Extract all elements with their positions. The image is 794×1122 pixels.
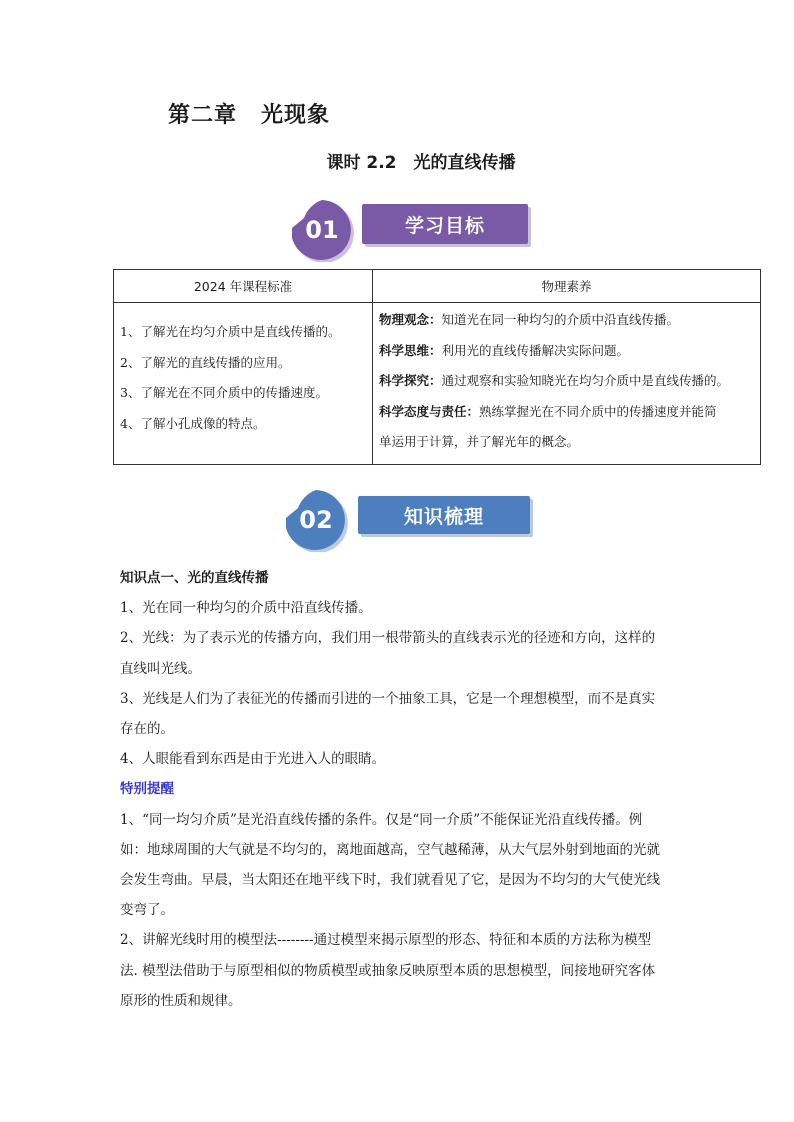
literacy-continuation: 单运用于计算，并了解光年的概念。	[379, 434, 580, 449]
section-number: 01	[305, 216, 339, 244]
standard-item: 1、了解光在均匀介质中是直线传播的。	[120, 324, 341, 339]
lesson-title: 课时 2.2 光的直线传播	[326, 153, 516, 173]
literacy-text: 利用光的直线传播解决实际问题。	[441, 342, 630, 358]
knowledge-heading: 知识点一、光的直线传播	[120, 570, 269, 586]
standards-cell	[114, 303, 373, 465]
section-title: 知识梳理	[358, 496, 530, 534]
tip-line: 如：地球周围的大气就是不均匀的，离地面越高，空气越稀薄，从大气层外射到地面的光就	[120, 841, 660, 858]
tip-line: 变弯了。	[120, 902, 174, 919]
knowledge-content	[120, 563, 680, 1016]
tip-heading: 特别提醒	[120, 781, 174, 798]
knowledge-line: 2、光线：为了表示光的传播方向，我们用一根带箭头的直线表示光的径迹和方向，这样的	[120, 630, 656, 647]
literacy-item	[379, 336, 756, 367]
literacy-label: 科学思维：	[379, 342, 442, 358]
tip-line: 2、讲解光线时用的模型法--------通过模型来揭示原型的形态、特征和本质的方法称为模型	[120, 932, 652, 949]
literacy-text: 熟练掌握光在不同介质中的传播速度并能简	[479, 403, 717, 419]
tip-line: 会发生弯曲。早晨，当太阳还在地平线下时，我们就看见了它，是因为不均匀的大气使光线	[120, 872, 660, 889]
literacy-label: 物理观念：	[379, 312, 442, 327]
table-header-row	[114, 270, 761, 303]
literacy-item	[379, 305, 756, 336]
chapter-title	[168, 98, 330, 129]
standard-item: 2、了解光的直线传播的应用。	[120, 354, 291, 370]
tip-line: 1、“同一均匀介质”是光沿直线传播的条件。仅是“同一介质”不能保证光沿直线传播。例	[120, 811, 643, 828]
literacy-text: 通过观察和实验知晓光在均匀介质中是直线传播的。	[441, 373, 730, 388]
literacy-item	[379, 366, 756, 397]
knowledge-line: 存在的。	[120, 721, 174, 738]
tip-line: 原形的性质和规律。	[120, 992, 242, 1009]
standard-item: 4、了解小孔成像的特点。	[120, 415, 266, 431]
literacy-text: 知道光在同一种均匀的介质中沿直线传播。	[441, 312, 680, 327]
chapter-number: 第二章	[168, 103, 238, 128]
knowledge-line: 直线叫光线。	[120, 660, 201, 677]
section-number: 02	[299, 506, 333, 534]
table-row	[114, 303, 761, 465]
standard-item: 3、了解光在不同介质中的传播速度。	[120, 385, 328, 400]
chapter-name: 光现象	[261, 103, 331, 128]
knowledge-line: 4、人眼能看到东西是由于光进入人的眼睛。	[120, 751, 386, 768]
literacy-item	[379, 397, 756, 428]
section-title: 学习目标	[362, 204, 528, 244]
column-header-standards: 2024 年课程标准	[114, 270, 373, 303]
literacy-label: 科学探究：	[379, 373, 442, 388]
tip-line: 法. 模型法借助于与原型相似的物质模型或抽象反映原型本质的思想模型，间接地研究客体	[120, 962, 656, 979]
learning-goals-table	[113, 269, 761, 465]
literacy-cell	[373, 303, 761, 465]
literacy-label: 科学态度与责任：	[379, 403, 480, 419]
knowledge-line: 1、光在同一种均匀的介质中沿直线传播。	[120, 600, 372, 617]
knowledge-line: 3、光线是人们为了表征光的传播而引进的一个抽象工具，它是一个理想模型，而不是真实	[120, 690, 656, 707]
column-header-literacy: 物理素养	[373, 270, 761, 303]
